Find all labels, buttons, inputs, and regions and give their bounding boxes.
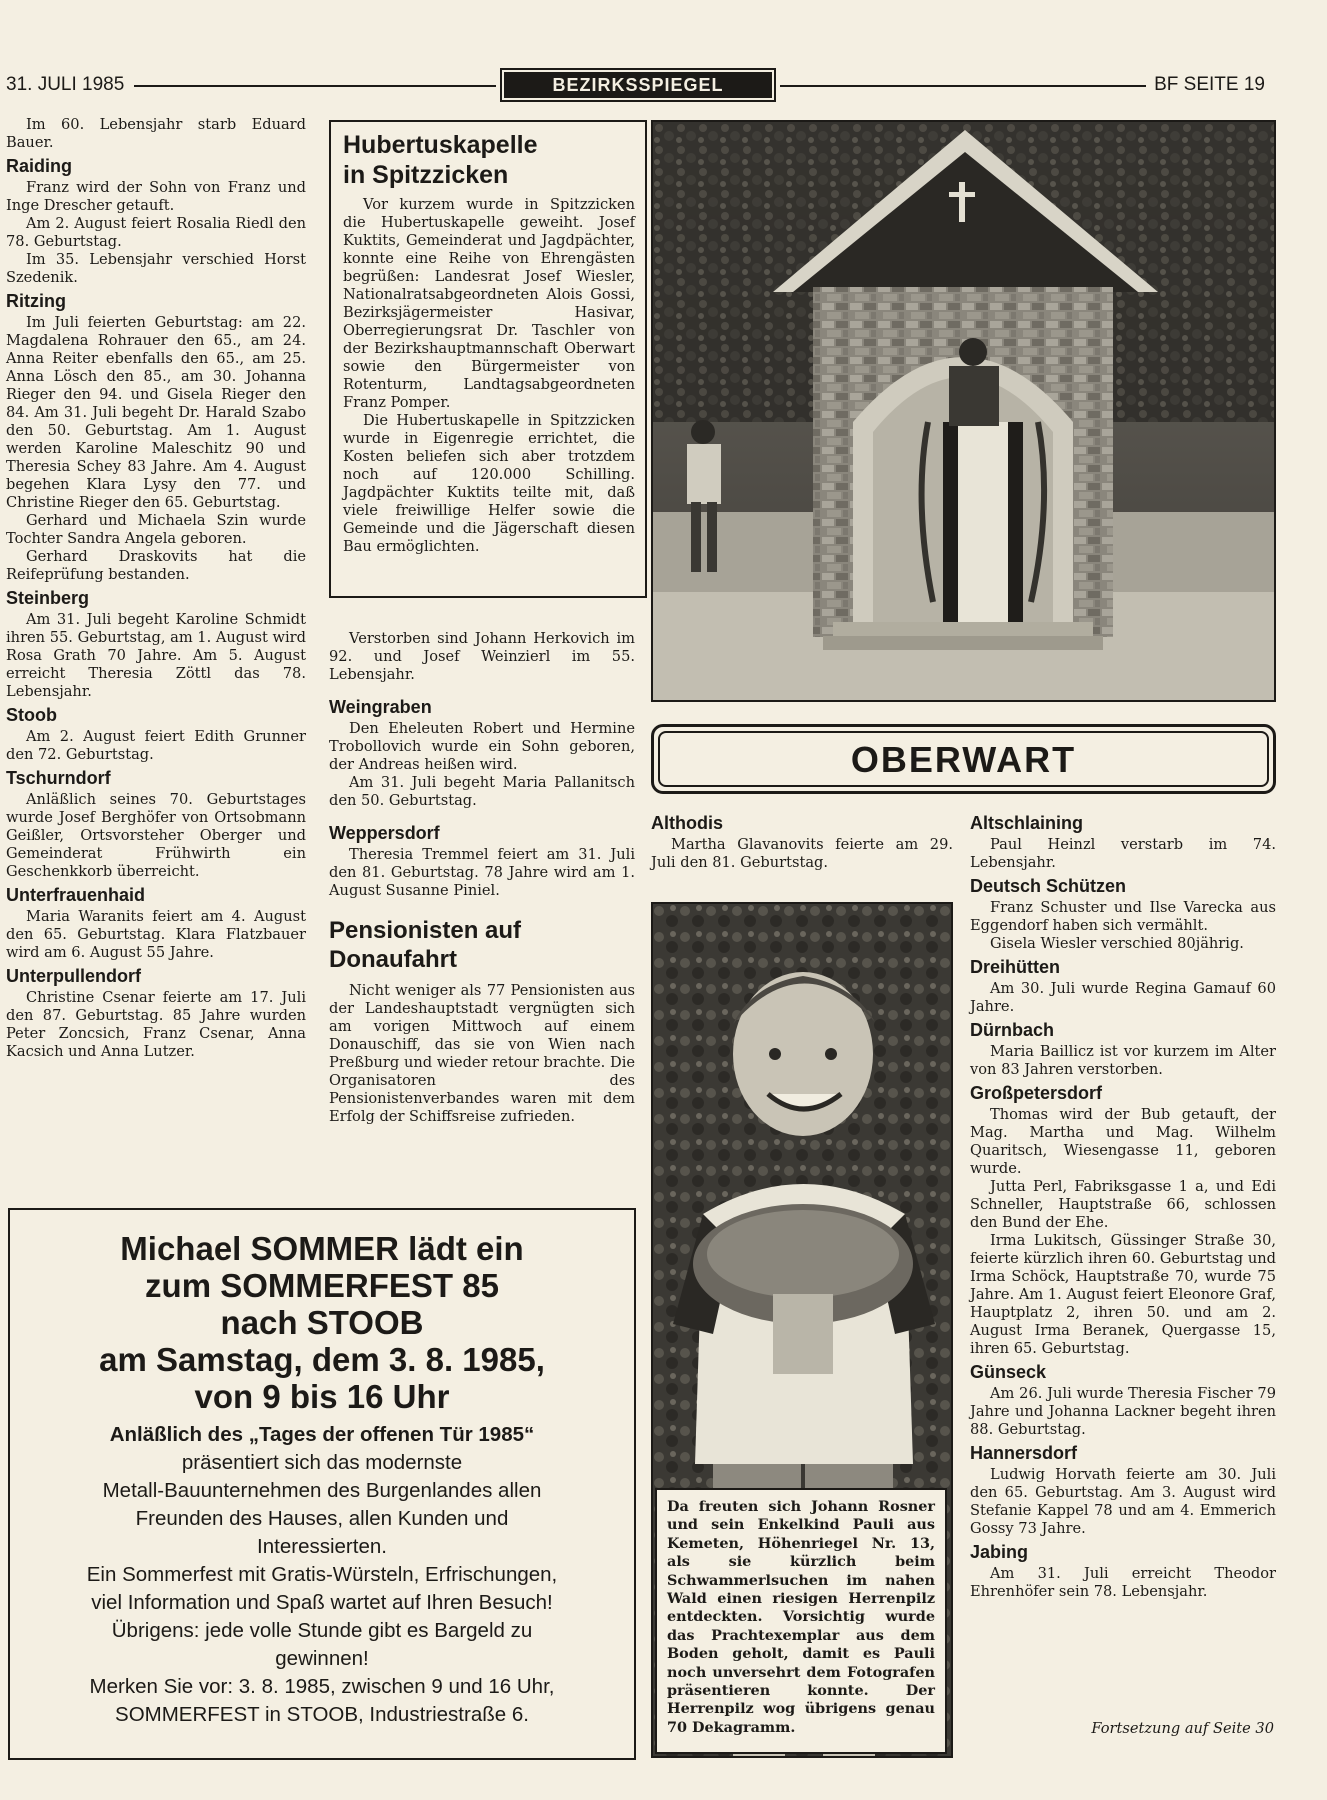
ad-line-11: Ein Sommerfest mit Gratis-Würsteln, Erfrischungen, [86,1563,558,1586]
section-title-duernbach: Dürnbach [970,1020,1055,1040]
header-page-number: BF SEITE 19 [1154,74,1265,95]
deutsch-schuetzen-para-1: Franz Schuster und Ilse Varecka aus Eggendorf haben sich vermählt. [970,899,1276,934]
section-title-weingraben: Weingraben [329,697,432,717]
oberwart-banner-title: OBERWART [658,731,1269,787]
section-title-guenseck: Günseck [970,1362,1047,1382]
raiding-para-1: Franz wird der Sohn von Franz und Inge Drescher getauft. [6,179,306,214]
althodis-para: Martha Glavanovits feierte am 29. Juli den 81. Geburtstag. [651,836,953,871]
header-rule-left [134,85,496,87]
grosspetersdorf-para-3: Irma Lukitsch, Güssinger Straße 30, feierte kürzlich ihren 60. Geburtstag und Irma Schöck, Hauptstraße 70, wurde 75 Jahre. Am 1. August feiert Eleonore Graf, Hauptplatz 2, ihren 50. und am 2. August Irma Beranek, Quergasse 15, ihren 65. Geburtstag. [970,1232,1276,1357]
ad-line-14: gewinnen! [275,1647,369,1670]
althodis-block [651,812,953,872]
raiding-para-3: Im 35. Lebensjahr verschied Horst Szedenik. [6,251,306,286]
pension-title-line-1: Pensionisten auf [329,917,522,944]
ad-line-13: Übrigens: jede volle Stunde gibt es Bargeld zu [111,1619,533,1642]
article-title-pensionisten [329,916,635,974]
article-title-hubertuskapelle [343,130,635,190]
header-date: 31. JULI 1985 [6,74,125,95]
ad-line-16: SOMMERFEST in STOOB, Industriestraße 6. [115,1703,529,1726]
section-title-ritzing: Ritzing [6,291,66,311]
ad-line-9: Freunden des Hauses, allen Kunden und [135,1507,509,1530]
section-title-althodis: Althodis [651,813,723,833]
pension-title-line-2: Donaufahrt [329,946,457,973]
grosspetersdorf-para-1: Thomas wird der Bub getauft, der Mag. Martha und Mag. Wilhelm Quaritsch, Wiesengasse 11, geboren wurde. [970,1106,1276,1177]
duernbach-para-1: Maria Baillicz ist vor kurzem im Alter von 83 Jahren verstorben. [970,1043,1276,1078]
ad-line-5: von 9 bis 16 Uhr [194,1378,450,1415]
article-box-hubertuskapelle [329,120,647,598]
header-rule-right [780,85,1146,87]
oberwart-banner [651,724,1276,794]
left-intro: Im 60. Lebensjahr starb Eduard Bauer. [6,116,306,151]
section-title-deutsch-schuetzen: Deutsch Schützen [970,876,1127,896]
section-title-jabing: Jabing [970,1542,1029,1562]
section-title-hannersdorf: Hannersdorf [970,1443,1078,1463]
ad-line-15: Merken Sie vor: 3. 8. 1985, zwischen 9 und 16 Uhr, [89,1675,555,1698]
section-title-grosspetersdorf: Großpetersdorf [970,1083,1103,1103]
ritzing-para-3: Gerhard Draskovits hat die Reifeprüfung bestanden. [6,548,306,583]
deutsch-schuetzen-para-2: Gisela Wiesler verschied 80jährig. [990,935,1244,952]
hannersdorf-para-1: Ludwig Horvath feierte am 30. Juli den 65. Geburtstag. Am 3. August wird Stefanie Kappel 78 und am 4. Emmerich Gossy 73 Jahre. [970,1466,1276,1537]
section-title-unterfrauenhaid: Unterfrauenhaid [6,885,146,905]
section-title-steinberg: Steinberg [6,588,90,608]
continuation-note: Fortsetzung auf Seite 30 [1091,1720,1274,1737]
altschlaining-para-1: Paul Heinzl verstarb im 74. Lebensjahr. [970,836,1276,871]
stoob-para-1: Am 2. August feiert Edith Grunner den 72. Geburtstag. [6,728,306,763]
section-title-dreihuetten: Dreihütten [970,957,1060,977]
middle-column [329,630,635,1126]
ad-line-12: viel Information und Spaß wartet auf Ihren Besuch! [91,1591,553,1614]
ritzing-para-2: Gerhard und Michaela Szin wurde Tochter Sandra Angela geboren. [6,512,306,547]
grosspetersdorf-para-2: Jutta Perl, Fabriksgasse 1 a, und Edi Schneller, Hauptstraße 66, schlossen den Bund der Ehe. [970,1178,1276,1231]
ritzing-para-1: Im Juli feierten Geburtstag: am 22. Magdalena Rohrauer den 65., am 24. Anna Reiter ebenfalls den 65., am 25. Anna Lösch den 85., am 30. Johanna Rieger den 94. und Gisela Rieger den 84. Am 31. Juli begeht Dr. Harald Szabo den 50. Geburtstag. Am 1. August werden Karoline Maleschitz 90 und Theresia Schey 83 Jahre. Am 4. August begehen Klara Lysy den 77. und Christine Rieger den 65. Geburtstag. [6,314,306,511]
chapel-illustration [653,122,1276,702]
ad-line-8: Metall-Bauunternehmen des Burgenlandes allen [102,1479,542,1502]
raiding-para-2: Am 2. August feiert Rosalia Riedl den 78. Geburtstag. [6,215,306,250]
page-header [4,72,1269,98]
guenseck-para-1: Am 26. Juli wurde Theresia Fischer 79 Jahre und Johanna Lackner begeht ihren 88. Geburtstag. [970,1385,1276,1438]
article-title-line-1: Hubertuskapelle [343,131,538,159]
header-section-title: BEZIRKSSPIEGEL [504,72,772,98]
unterpullendorf-para-1: Christine Csenar feierte am 17. Juli den 87. Geburtstag. 85 Jahre wurden Peter Zoncsich, Franz Csenar, Anna Kacsich und Anna Lutzer. [6,989,306,1060]
article-title-line-2: in Spitzzicken [343,161,509,189]
ad-line-1: Michael SOMMER lädt ein [120,1230,524,1267]
tschurndorf-para-1: Anläßlich seines 70. Geburtstages wurde Josef Berghöfer von Ortsobmann Geißler, Ortsvorsteher Oberger und Gemeinderat Frühwirth ein Geschenkkorb überreicht. [6,791,306,880]
weingraben-para-2: Am 31. Juli begeht Maria Pallanitsch den 50. Geburtstag. [329,774,635,809]
weppersdorf-para-1: Theresia Tremmel feiert am 31. Juli den 81. Geburtstag. 78 Jahre wird am 1. August Susanne Piniel. [329,846,635,899]
article-para-1: Vor kurzem wurde in Spitzzicken die Hubertuskapelle geweiht. Josef Kuktits, Gemeinderat und Jagdpächter, konnte eine Reihe von Ehrengästen begrüßen: Landesrat Josef Wiesler, Nationalratsabgeordneten Alois Gossi, Bezirksjägermeister Hasivar, Oberregierungsrat Dr. Taschler von der Bezirkshauptmannschaft Oberwart sowie den Bürgermeister von Rotenturm, Landtagsabgeordneten Franz Pomper. [343,196,635,411]
section-title-weppersdorf: Weppersdorf [329,823,440,843]
section-title-stoob: Stoob [6,705,57,725]
ad-line-2: zum SOMMERFEST 85 [145,1267,499,1304]
ad-line-10: Interessierten. [257,1535,387,1558]
section-title-altschlaining: Altschlaining [970,813,1084,833]
steinberg-para-1: Am 31. Juli begeht Karoline Schmidt ihren 55. Geburtstag, am 1. August wird Rosa Grath 70 Jahre. Am 5. August erreicht Theresia Zöttl das 78. Lebensjahr. [6,611,307,700]
unterfrauenhaid-para-1: Maria Waranits feiert am 4. August den 65. Geburtstag. Klara Flatzbauer wird am 6. August 55 Jahre. [6,908,306,961]
ad-line-6: Anläßlich des „Tages der offenen Tür 1985“ [109,1423,535,1446]
ad-line-7: präsentiert sich das modernste [181,1451,463,1474]
pension-para: Nicht weniger als 77 Pensionisten aus der Landeshauptstadt vergnügten sich am vorigen Mittwoch auf einem Donauschiff, das sie von Wien nach Preßburg und wieder retour brachte. Die Organisatoren des Pensionistenverbandes waren mit dem Erfolg der Schiffsreise zufrieden. [329,982,635,1125]
left-column [6,116,306,1061]
ad-line-4: am Samstag, dem 3. 8. 1985, [99,1341,545,1378]
right-column [970,812,1276,1601]
section-title-raiding: Raiding [6,156,72,176]
section-title-unterpullendorf: Unterpullendorf [6,966,141,986]
middle-intro: Verstorben sind Johann Herkovich im 92. und Josef Weinzierl im 55. Lebensjahr. [329,630,635,683]
weingraben-para-1: Den Eheleuten Robert und Hermine Trobollovich wurde ein Sohn geboren, der Andreas heißen wird. [329,720,635,773]
dreihuetten-para-1: Am 30. Juli wurde Regina Gamauf 60 Jahre. [970,980,1276,1015]
advertisement-sommerfest [8,1208,636,1760]
section-title-tschurndorf: Tschurndorf [6,768,111,788]
ad-line-3: nach STOOB [220,1304,424,1341]
article-para-2: Die Hubertuskapelle in Spitzzicken wurde in Eigenregie errichtet, die Kosten beliefen sich aber trotzdem noch auf 120.000 Schilling. Jagdpächter Kuktits teilte mit, daß viele freiwillige Helfer sowie die Gemeinde und die Jägerschaft diesen Bau ermöglichten. [343,412,635,555]
photo-caption: Da freuten sich Johann Rosner und sein Enkelkind Pauli aus Kemeten, Höhenriegel Nr. 13, als sie kürzlich beim Schwammerlsuchen im nahen Wald einen riesigen Herrenpilz entdeckten. Vorsichtig wurde das Prachtexemplar aus dem Boden geholt, damit es Pauli noch unversehrt dem Fotografen präsentieren konnte. Der Herrenpilz wog übrigens genau 70 Dekagramm. [655,1488,947,1754]
header-section-box [500,68,776,102]
photo-chapel [651,120,1276,702]
jabing-para-1: Am 31. Juli erreicht Theodor Ehrenhöfer sein 78. Lebensjahr. [970,1565,1276,1600]
